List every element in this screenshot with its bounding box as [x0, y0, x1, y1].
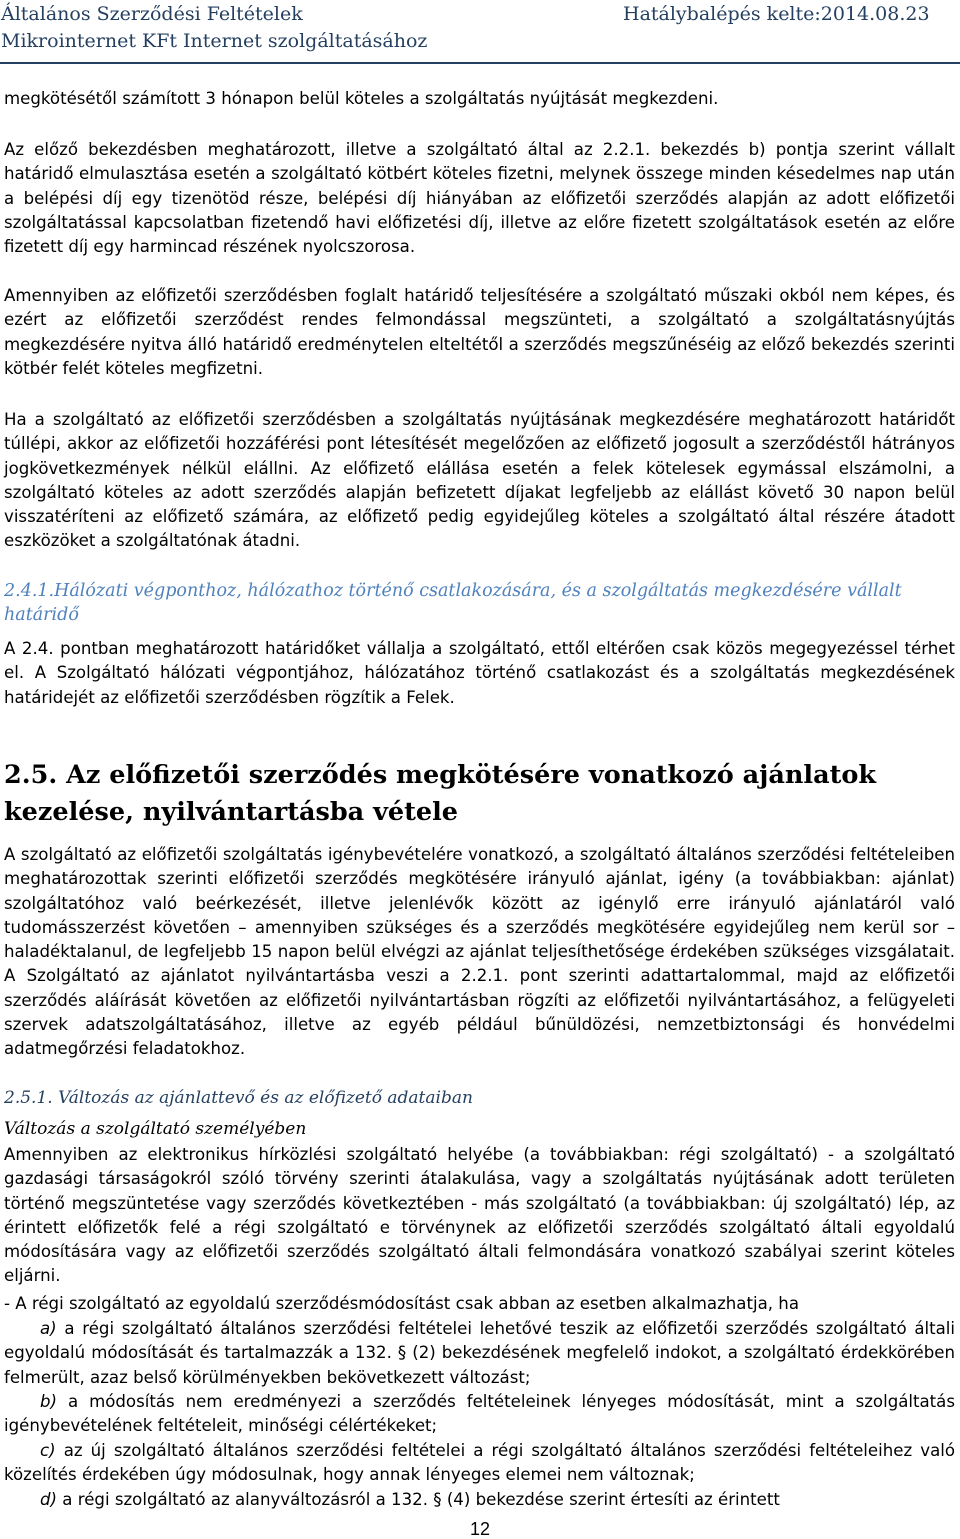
list-item-d [4, 1488, 955, 1512]
subheading-2-5-1: 2.5.1. Változás az ajánlattevő és az előfizető adataiban [4, 1088, 473, 1108]
header-title-line2: Mikrointernet KFt Internet szolgáltatásához [1, 30, 428, 52]
header-divider [0, 62, 960, 64]
list-item-d-text: a régi szolgáltató az alanyváltozásról a 132. § (4) bekezdése szerint értesíti az érintett [62, 1490, 780, 1509]
paragraph-provider-change: Amennyiben az elektronikus hírközlési szolgáltató helyébe (a továbbiakban: régi szolgáltató) - a szolgáltató gazdasági társaságokról szóló törvény szerinti átalakulása, vagy a szolgáltatás nyújtásának adott területen történő megszüntetése vagy szerződés következtében - más szolgáltató (a továbbiakban: új szolgáltató) lép, az érintett előfizetők felé a régi szolgáltató e törvénynek az előfizetői szerződés szolgáltató általi egyoldalú módosítására vagy az előfizetői szerződés szolgáltató általi felmondására vonatkozó szabályai szerint köteles eljárni. [4, 1145, 955, 1286]
list-marker-d: d) [40, 1490, 58, 1509]
paragraph-unilateral-modification: - A régi szolgáltató az egyoldalú szerződésmódosítást csak abban az esetben alkalmazhatja, ha [4, 1294, 799, 1313]
list-item-a [4, 1317, 955, 1390]
subheading-2-4-1: 2.4.1.Hálózati végponthoz, hálózathoz történő csatlakozására, és a szolgáltatás megkezdésére vállalt határidő [4, 581, 902, 625]
paragraph-service-start: megkötésétől számított 3 hónapon belül köteles a szolgáltatás nyújtását megkezdeni. [4, 89, 719, 108]
subheading-provider-change: Változás a szolgáltató személyében [4, 1119, 307, 1139]
page-number: 12 [469, 1519, 491, 1539]
paragraph-deadline-exceeded: Ha a szolgáltató az előfizetői szerződésben a szolgáltatás nyújtásának megkezdésére meghatározott határidőt túllépi, akkor az előfizetői hozzáférési pont létesítését megelőzően az előfizető jogosult a szerződéstől hátrányos jogkövetkezmények nélkül elállni. Az előfizető elállása esetén a felek kötelesek egymással elszámolni, a szolgáltató köteles az adott szerződés alapján befizetett díjakat legfeljebb az elállást követő 30 napon belül visszatéríteni az előfizető számára, az előfizető pedig egyidejűleg köteles a szolgáltató által részére átadott eszközöket a szolgáltatónak átadni. [4, 410, 955, 551]
list-item-b-text: a módosítás nem eredményezi a szerződés feltételeinek lényeges módosítását, mint a szolgáltatás igénybevételének feltételeit, minőségi célértékeket; [4, 1392, 955, 1436]
section-heading-2-5: 2.5. Az előfizetői szerződés megkötésére vonatkozó ajánlatok kezelése, nyilvántartásba vétele [4, 760, 877, 827]
list-item-c [4, 1439, 955, 1488]
list-item-c-text: az új szolgáltató általános szerződési feltételei a régi szolgáltató általános szerződési feltételeihez való közelítés érdekében úgy módosulnak, hogy annak lényeges elemei nem változnak; [4, 1441, 956, 1485]
paragraph-technical-reason: Amennyiben az előfizetői szerződésben foglalt határidő teljesítésére a szolgáltató műszaki okból nem képes, és ezért az előfizetői szerződést rendes felmondással megszünteti, a szolgáltató a szolgáltatásnyújtás megkezdésére nyitva álló határidő eredménytelen elteltétől a szerződés megszűnéséig az előző bekezdés szerinti kötbér felét köteles megfizetni. [4, 286, 955, 378]
paragraph-offer-handling: A szolgáltató az előfizetői szolgáltatás igénybevételére vonatkozó, a szolgáltató általános szerződési feltételeiben meghatározottak szerinti előfizetői szerződés megkötésére irányuló ajánlat, igény (a továbbiakban: ajánlat) szolgáltatóhoz való beérkezését, illetve jelenlévők között az igénylő erre irányuló ajánlatáról való tudomásszerzést követően – amennyiben szükséges és a szerződés megkötésére egyidejűleg nem kerül sor – haladéktalanul, de legfeljebb 15 napon belül elvégzi az ajánlat teljesíthetősége érdekében szükséges vizsgálatait. A Szolgáltató az ajánlatot nyilvántartásba veszi a 2.2.1. pont szerinti adattartalommal, majd az előfizetői szerződés aláírását követően az előfizetői nyilvántartásban rögzíti az előfizetői nyilvántartásához, a felügyeleti szervek adatszolgáltatásához, illetve az egyéb például bűnüldözési, nemzetbiztonsági és honvédelmi adatmegőrzési feladatokhoz. [4, 845, 955, 1059]
paragraph-penalty: Az előző bekezdésben meghatározott, illetve a szolgáltató által az 2.2.1. bekezdés b) pontja szerint vállalt határidő elmulasztása esetén a szolgáltató kötbért köteles fizetni, melynek összege minden késedelmes nap után a belépési díj egy tizenötöd része, belépési díj hiányában az előfizetői szerződés alapján az adott előfizetői szolgáltatással kapcsolatban fizetendő havi előfizetési díj, illetve az előre fizetett szolgáltatások esetén az előre fizetett díj egy harmincad részének nyolcszorosa. [4, 140, 955, 257]
list-item-b [4, 1390, 955, 1439]
list-marker-c: c) [40, 1441, 56, 1460]
header-title-line1: Általános Szerződési Feltételek [1, 3, 303, 25]
list-item-a-text: a régi szolgáltató általános szerződési feltételei lehetővé teszik az előfizetői szerződés szolgáltató általi egyoldalú módosítását és tartalmazzák a 132. § (2) bekezdésének megfelelő indokot, a szolgáltató érdekkörében felmerült, azaz belső körülményekben bekövetkezett változást; [4, 1319, 955, 1387]
list-marker-b: b) [40, 1392, 58, 1411]
list-marker-a: a) [40, 1319, 57, 1338]
paragraph-deadlines-undertaken: A 2.4. pontban meghatározott határidőket vállalja a szolgáltató, ettől eltérően csak közös megegyezéssel térhet el. A Szolgáltató hálózati végpontjához, hálózatához történő csatlakozást és a szolgáltatás megkezdésének határidejét az előfizetői szerződésben rögzítik a Felek. [4, 639, 955, 707]
header-effective-date: Hatálybalépés kelte:2014.08.23 [623, 3, 930, 25]
